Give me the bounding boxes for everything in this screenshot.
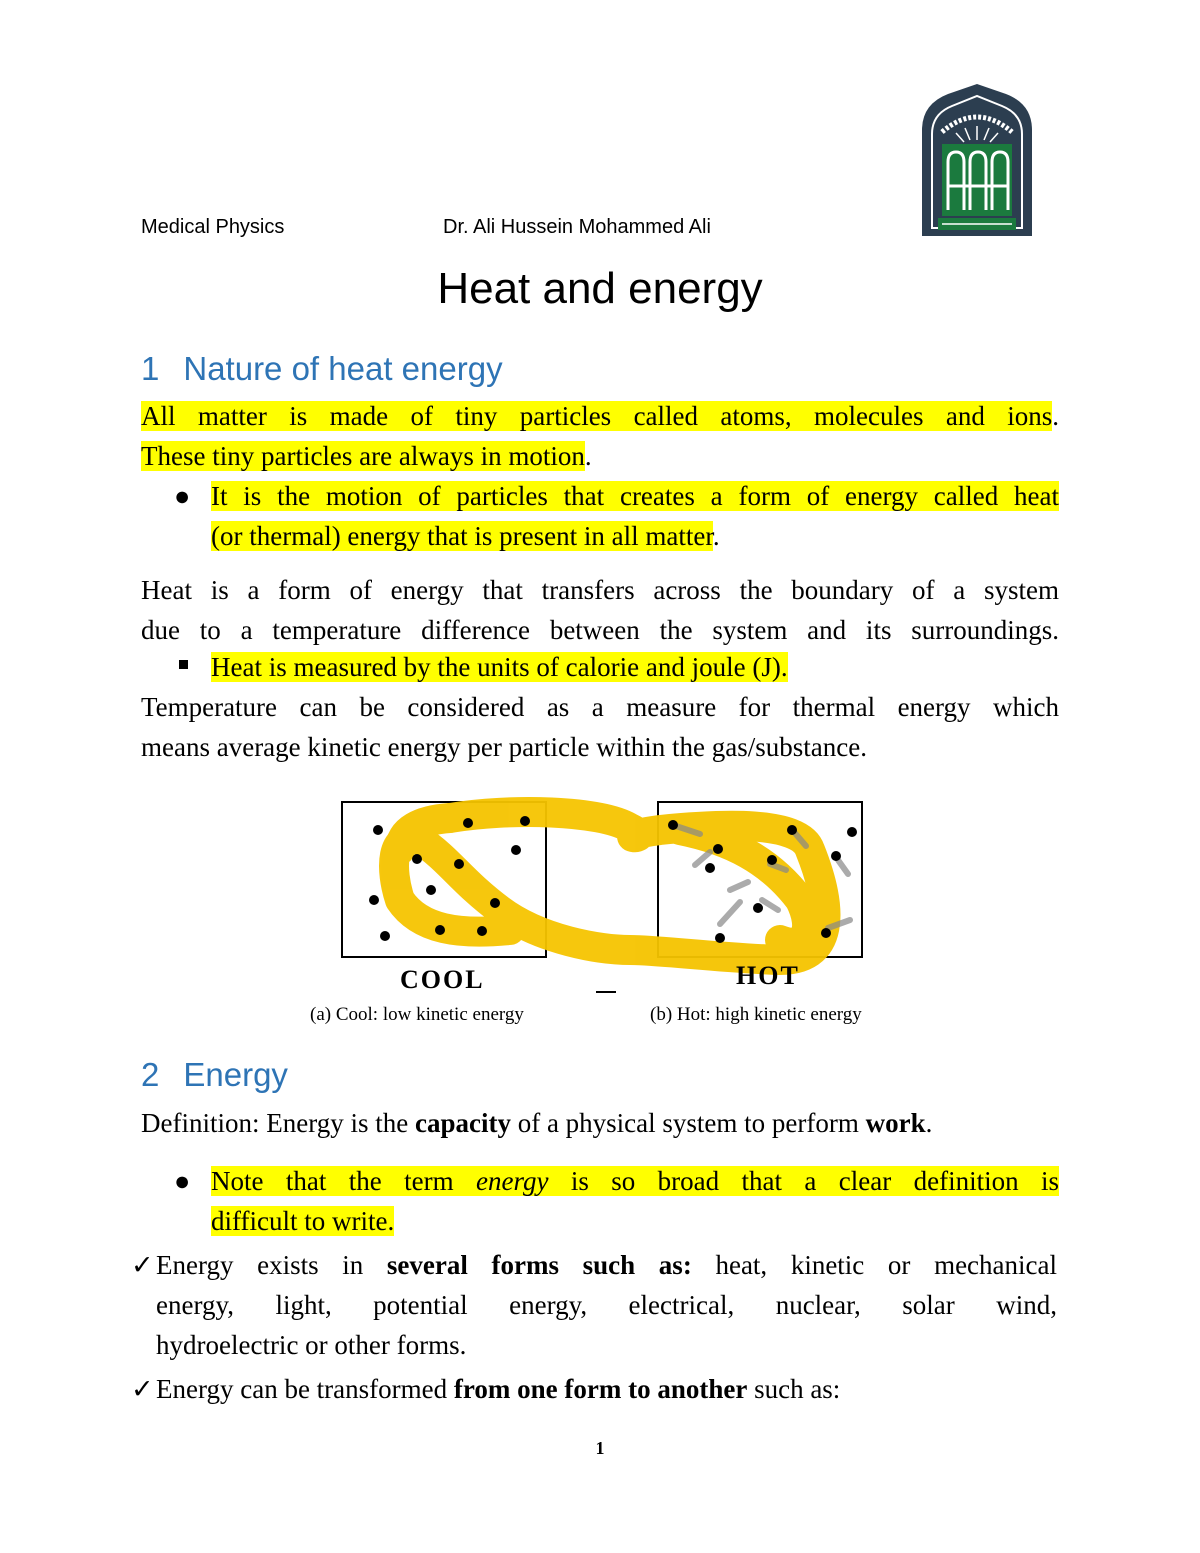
highlighted-text: Heat is measured by the units of calorie and joule (J). bbox=[211, 652, 788, 682]
header-course: Medical Physics bbox=[141, 216, 285, 238]
section-1-title: Nature of heat energy bbox=[183, 350, 503, 387]
bullet-dot-icon: ● bbox=[174, 481, 191, 511]
energy-transform: Energy can be transformed from one form to another such as: bbox=[156, 1374, 841, 1404]
caption-cool: (a) Cool: low kinetic energy bbox=[310, 1004, 524, 1025]
section-2-number: 2 bbox=[141, 1056, 160, 1093]
checkmark-icon: ✓ bbox=[131, 1250, 154, 1280]
label-cool: COOL bbox=[400, 965, 485, 994]
highlighted-text: All matter is made of tiny particles called atoms, molecules and ions bbox=[141, 401, 1053, 431]
section-2-heading bbox=[141, 1056, 288, 1094]
caption-hot: (b) Hot: high kinetic energy bbox=[650, 1004, 862, 1025]
paragraph-atoms-line2: These tiny particles are always in motion. bbox=[141, 441, 592, 471]
paragraph-temperature-line1: Temperature can be considered as a measure for thermal energy which bbox=[141, 692, 1059, 722]
page-title: Heat and energy bbox=[437, 264, 763, 313]
paragraph-heat-definition-line2: due to a temperature difference between the system and its surroundings. bbox=[141, 615, 1059, 645]
energy-forms-line3: hydroelectric or other forms. bbox=[156, 1330, 467, 1360]
header-author: Dr. Ali Hussein Mohammed Ali bbox=[443, 216, 711, 238]
energy-definition: Definition: Energy is the capacity of a physical system to perform work. bbox=[141, 1108, 933, 1138]
kinetic-energy-figure bbox=[300, 790, 920, 1040]
energy-forms-line1: Energy exists in several forms such as: heat, kinetic or mechanical bbox=[156, 1250, 1057, 1280]
highlighted-text: It is the motion of particles that creates a form of energy called heat bbox=[211, 481, 1059, 511]
checkmark-icon: ✓ bbox=[131, 1374, 154, 1404]
highlighted-text: difficult to write. bbox=[211, 1206, 395, 1236]
bullet-motion-line2: (or thermal) energy that is present in all matter. bbox=[211, 521, 720, 551]
bullet-dot-icon: ● bbox=[174, 1166, 191, 1196]
section-1-heading bbox=[141, 350, 503, 388]
paragraph-temperature-line2: means average kinetic energy per particle within the gas/substance. bbox=[141, 732, 867, 762]
bullet-motion-line1 bbox=[211, 476, 1059, 516]
paragraph-atoms-line1: All matter is made of tiny particles called atoms, molecules and ions. bbox=[141, 401, 1059, 431]
university-logo bbox=[918, 82, 1036, 238]
note-line2 bbox=[211, 1201, 394, 1241]
square-bullet-icon bbox=[179, 660, 188, 669]
paragraph-heat-definition-line1: Heat is a form of energy that transfers across the boundary of a system bbox=[141, 575, 1059, 605]
energy-forms-line2: energy, light, potential energy, electrical, nuclear, solar wind, bbox=[156, 1290, 1057, 1320]
note-line1: Note that the term energy is so broad that a clear definition is bbox=[211, 1166, 1059, 1196]
yellow-marker-annotation bbox=[394, 812, 825, 960]
highlighted-text: These tiny particles are always in motion bbox=[141, 441, 585, 471]
page-number: 1 bbox=[595, 1438, 605, 1458]
highlighted-text: (or thermal) energy that is present in all matter bbox=[211, 521, 713, 551]
bullet-heat-units bbox=[211, 647, 788, 687]
section-2-title: Energy bbox=[183, 1056, 288, 1093]
section-1-number: 1 bbox=[141, 350, 160, 387]
label-hot: HOT bbox=[736, 961, 800, 990]
